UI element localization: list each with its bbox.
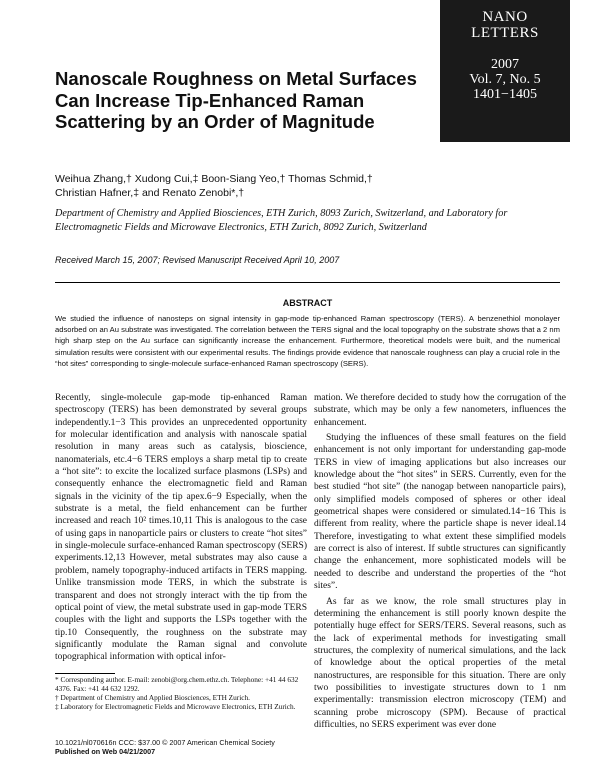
journal-banner bbox=[440, 0, 570, 142]
author-list bbox=[55, 173, 425, 200]
author-line: Christian Hafner,‡ and Renato Zenobi*,† bbox=[55, 186, 245, 199]
body-column-left bbox=[55, 392, 307, 664]
published-date: Published on Web 04/21/2007 bbox=[55, 747, 156, 756]
footnote-corresponding: * Corresponding author. E-mail: zenobi@org.chem.ethz.ch. Telephone: +41 44 632 4376. Fax: +41 44 632 1292. bbox=[55, 675, 299, 693]
affiliation: Department of Chemistry and Applied Biosciences, ETH Zurich, 8093 Zurich, Switzerland, and Laboratory for Electromagnetic Fields and Microwave Electronics, ETH Zurich, 8092 Zurich, Switzerland bbox=[55, 208, 508, 233]
journal-name: NANO bbox=[482, 9, 528, 25]
abstract-text: We studied the influence of nanosteps on signal intensity in gap-mode tip-enhanced Raman spectroscopy (TERS). A benzenethiol monolayer adsorbed on an Au substrate was investigated. The correlation between the TERS signal and the local topography on the substrate shows that a 2 nm high sharp step on the Au surface can significantly increase the enhancement. Furthermore, theoretical models were built, and the numerical simulation results were consistent with our experimental results. The findings provide evidence that nanoscale roughness can play a crucial role in the “hot sites” corresponding to single-molecule surface-enhanced Raman spectroscopy (SERS). bbox=[55, 314, 560, 368]
author-line: Weihua Zhang,† Xudong Cui,‡ Boon-Siang Yeo,† Thomas Schmid,† bbox=[55, 173, 373, 185]
footnote-divider bbox=[55, 673, 115, 674]
abstract-divider bbox=[55, 282, 560, 283]
body-paragraph: Recently, single-molecule gap-mode tip-enhanced Raman spectroscopy (TERS) has been demonstrated by several groups independently.1−3 This provides an unprecedented opportunity for molecular identification and analysis with nanoscale spatial resolution in many areas such as catalysis, bioscience, nanomaterials, etc.4−6 TERS employs a sharp metal tip to create a “hot site”: to excite the localized surface plasmons (LSPs) and consequently enhance the electromagnetic field and Raman signals in the vicinity of the tip apex.6−9 Especially, when the substrate is a metal, the field enhancement can be further increased and reach 10² times.10,11 This is analogous to the case of using gaps in nanoparticle pairs or clusters to create “hot sites” in single-molecule surface-enhanced Raman spectroscopy (SERS) experiments.12,13 However, metal substrates may also cause a problem, namely topography-induced artifacts in TERS mapping. Unlike transmission mode TERS, in which the substrate is transparent and does not strongly interact with the tip from the optical point of view, the metal substrate used in gap-mode TERS couples with the light and supports the LSPs together with the tip.10 Consequently, the roughness on the substrate may significantly modulate the Raman signal and convolute topographical information with optical infor- bbox=[55, 393, 307, 663]
footnote-affiliation-2: ‡ Laboratory for Electromagnetic Fields and Microwave Electronics, ETH Zurich. bbox=[55, 701, 296, 711]
body-column-right bbox=[314, 392, 566, 731]
journal-volume: Vol. 7, No. 5 bbox=[469, 72, 541, 87]
journal-pages: 1401−1405 bbox=[473, 87, 537, 102]
received-dates: Received March 15, 2007; Revised Manuscript Received April 10, 2007 bbox=[55, 255, 340, 265]
body-paragraph: Studying the influences of these small features on the field enhancement is not only important for understanding gap-mode TERS in view of imaging applications but also increases our knowledge about the “hot sites” in SERS. Currently, even for the best studied “hot site” (the nanogap between nanoparticle pairs), only simplified models composed of spheres or other ideal geometrical shapes were considered or simulated.14−16 This is different from reality, where the particle shape is never ideal.14 Therefore, investigating to what extent these simplified models are correct is also of interest. If subtle structures can significantly change the enhancement, more sophisticated models will be needed to describe and understand the properties of the “hot sites”. bbox=[314, 433, 566, 592]
journal-name-line2: LETTERS bbox=[471, 25, 539, 41]
body-paragraph: mation. We therefore decided to study how the corrugation of the substrate, which may be only a few nanometers, influences the enhancement. bbox=[314, 393, 566, 428]
footnotes bbox=[55, 676, 305, 712]
abstract-heading: ABSTRACT bbox=[282, 298, 333, 308]
footnote-affiliation-1: † Department of Chemistry and Applied Biosciences, ETH Zurich. bbox=[55, 692, 250, 702]
journal-year: 2007 bbox=[491, 57, 519, 72]
doi-line: 10.1021/nl070616n CCC: $37.00 © 2007 American Chemical Society bbox=[55, 738, 275, 747]
body-paragraph: As far as we know, the role small structures play in determining the enhancement is still poorly known despite the potentially huge effect for SERS/TERS. Several reasons, such as the lack of experimental methods for investigating small structures, the complexity of numerical simulations, and the lack of knowledge about the optical properties of the metal nanostructures, are responsible for this situation. There are only two possibilities to investigate structures down to 1 nm experimentally: transmission electron microscopy (TEM) and scanning probe microscopy (SPM). Because of practical difficulties, no SERS experiment was ever done bbox=[314, 596, 566, 730]
article-title: Nanoscale Roughness on Metal Surfaces Can Increase Tip-Enhanced Raman Scattering by an Order of Magnitude bbox=[55, 68, 417, 132]
